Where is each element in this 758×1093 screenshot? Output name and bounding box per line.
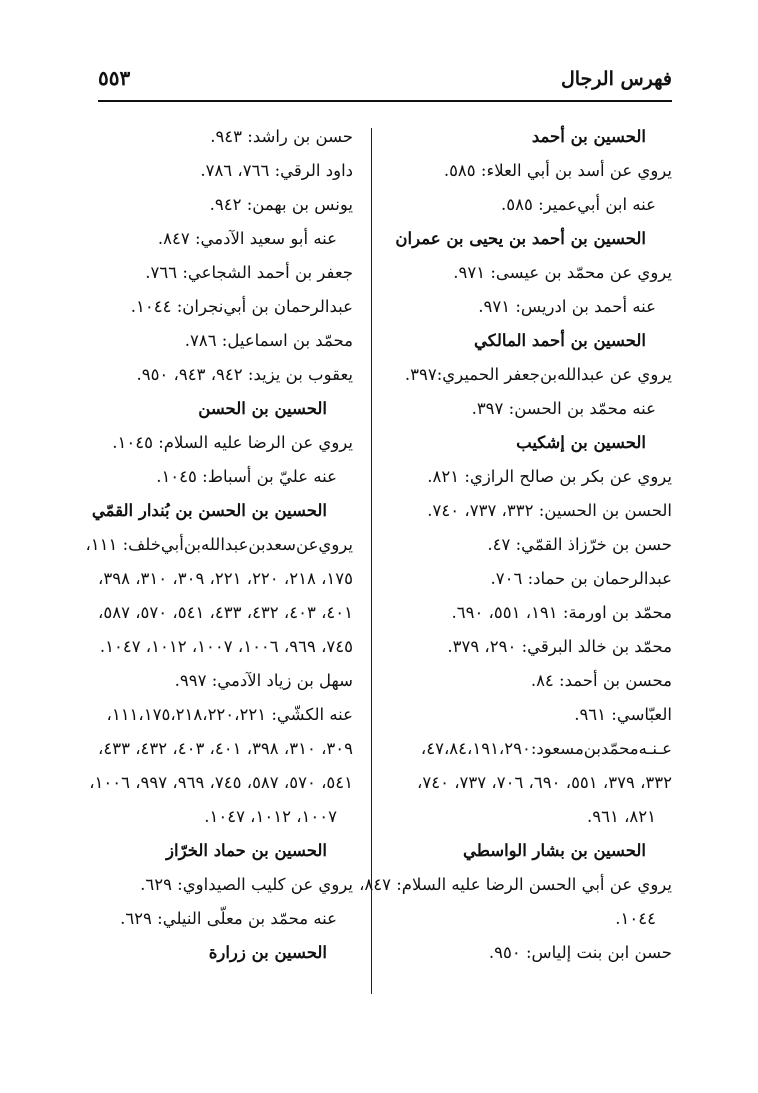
entry-line: عـنـه‌محمّد‌بن‌مسعود:٤٧،٨٤،١٩١،٢٩٠، xyxy=(420,739,672,758)
entry-heading: الحسين بن إشكيب xyxy=(516,433,646,452)
entry-heading: الحسين بن الحسن بن بُندار القمّي xyxy=(91,501,327,520)
entry-line: جعفر بن أحمد الشجاعي: ٧٦٦. xyxy=(145,263,353,282)
entry-line: ٣٣٢، ٣٧٩، ٥٥١، ٦٩٠، ٧٠٦، ٧٣٧، ٧٤٠، xyxy=(417,773,672,792)
entry-line: حسن ابن بنت إلياس: ٩٥٠. xyxy=(488,943,672,962)
entry-line: يروي عن أبي الحسن الرضا عليه السلام: ٨٤٧، xyxy=(359,875,672,894)
entry-line: سهل بن زياد الآدمي: ٩٩٧. xyxy=(174,671,353,690)
entry-line: محمّد بن خالد البرقي: ٢٩٠، ٣٧٩. xyxy=(447,637,672,656)
entry-line: محسن بن أحمد: ٨٤. xyxy=(530,671,672,690)
entry-line: عبدالرحمان بن حماد: ٧٠٦. xyxy=(490,569,672,588)
running-title: فهرس الرجال xyxy=(560,68,672,90)
entry-line: ٨٢١، ٩٦١. xyxy=(586,807,656,826)
entry-line: يروي عن كليب الصيداوي: ٦٢٩. xyxy=(140,875,353,894)
entry-line: ٥٤١، ٥٧٠، ٥٨٧، ٧٤٥، ٩٦٩، ٩٩٧، ١٠٠٦، xyxy=(89,773,353,792)
entry-line: ٤٠١، ٤٠٣، ٤٣٢، ٤٣٣، ٥٤١، ٥٧٠، ٥٨٧، xyxy=(98,603,353,622)
entry-heading: الحسين بن أحمد xyxy=(531,127,646,146)
entry-line: عنه ابن أبي‌عمير: ٥٨٥. xyxy=(501,195,656,214)
entry-line: عبدالرحمان بن أبي‌نجران: ١٠٤٤. xyxy=(130,297,353,316)
entry-line: عنه أحمد بن ادريس: ٩٧١. xyxy=(478,297,656,316)
entry-line: عنه محمّد بن معلّى النيلي: ٦٢٩. xyxy=(120,909,337,928)
entry-line: ١٠٤٤. xyxy=(615,909,656,928)
entry-line: عنه محمّد بن الحسن: ٣٩٧. xyxy=(471,399,656,418)
entry-line: الحسن بن الحسين: ٣٣٢، ٧٣٧، ٧٤٠. xyxy=(427,501,672,520)
entry-line: يروي‌عن‌سعدبن‌عبدالله‌بن‌أبي‌خلف: ١١١، xyxy=(85,535,353,554)
entry-line: عنه الكشّي: ١١١،١٧٥،٢١٨،٢٢٠،٢٢١، xyxy=(106,705,353,724)
column-divider xyxy=(371,128,372,994)
entry-line: عنه عليّ بن أسباط: ١٠٤٥. xyxy=(156,467,337,486)
entry-heading: الحسين بن حماد الخرّاز xyxy=(166,841,327,860)
header-rule xyxy=(98,100,672,102)
entry-heading: الحسين بن بشار الواسطي xyxy=(462,841,646,860)
entry-line: يروي عن الرضا عليه السلام: ١٠٤٥. xyxy=(112,433,353,452)
entry-line: عنه أبو سعيد الآدمي: ٨٤٧. xyxy=(157,229,337,248)
entry-heading: الحسين بن زرارة xyxy=(208,943,327,962)
entry-heading: الحسين بن أحمد بن يحيى بن عمران xyxy=(395,229,646,248)
page-number: ٥٥٣ xyxy=(98,66,131,90)
entry-line: يروي عن عبدالله‌بن‌جعفر الحميري:٣٩٧. xyxy=(404,365,672,384)
entry-line: محمّد بن اورمة: ١٩١، ٥٥١، ٦٩٠. xyxy=(451,603,672,622)
left-column xyxy=(71,120,353,970)
entry-line: يعقوب بن يزيد: ٩٤٢، ٩٤٣، ٩٥٠. xyxy=(136,365,353,384)
entry-line: ١٧٥، ٢١٨، ٢٢٠، ٢٢١، ٣٠٩، ٣١٠، ٣٩٨، xyxy=(98,569,353,588)
entry-line: يروي عن بكر بن صالح الرازي: ٨٢١. xyxy=(427,467,672,486)
entry-line: يونس بن بهمن: ٩٤٢. xyxy=(209,195,353,214)
entry-heading: الحسين بن الحسن xyxy=(198,399,327,418)
entry-heading: الحسين بن أحمد المالكي xyxy=(474,331,646,350)
entry-line: ٧٤٥، ٩٦٩، ١٠٠٦، ١٠٠٧، ١٠١٢، ١٠٤٧. xyxy=(99,637,353,656)
entry-line: داود الرقي: ٧٦٦، ٧٨٦. xyxy=(200,161,353,180)
page-header xyxy=(98,62,672,98)
entry-line: يروي عن أسد بن أبي العلاء: ٥٨٥. xyxy=(443,161,672,180)
entry-line: العبّاسي: ٩٦١. xyxy=(574,705,672,724)
entry-line: حسن بن راشد: ٩٤٣. xyxy=(210,127,353,146)
entry-line: ١٠٠٧، ١٠١٢، ١٠٤٧. xyxy=(204,807,337,826)
entry-line: يروي عن محمّد بن عيسى: ٩٧١. xyxy=(453,263,672,282)
right-column xyxy=(359,120,672,970)
entry-line: ٣٠٩، ٣١٠، ٣٩٨، ٤٠١، ٤٠٣، ٤٣٢، ٤٣٣، xyxy=(98,739,353,758)
entry-line: حسن بن خرّزاذ القمّي: ٤٧. xyxy=(487,535,672,554)
entry-line: محمّد بن اسماعيل: ٧٨٦. xyxy=(184,331,353,350)
